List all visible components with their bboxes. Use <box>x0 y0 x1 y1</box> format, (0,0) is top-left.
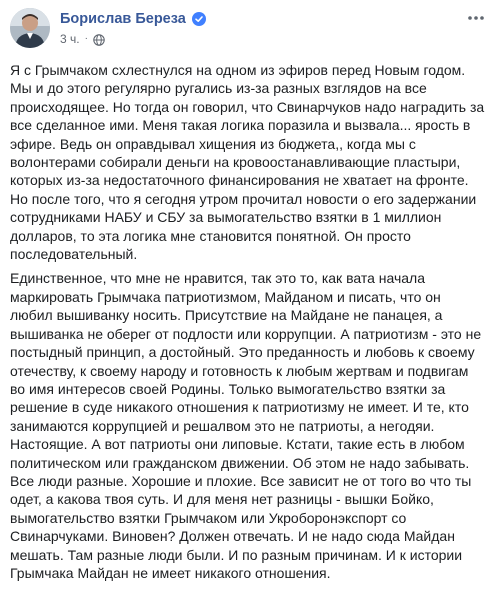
text-line: отечеству, к своему народу и готовность к любым жертвам и подвигам <box>10 362 469 379</box>
text-line: постыдный принцип, а достойный. Это преданность и любовь к своему <box>10 344 475 361</box>
text-line: Настоящие. А вот патриоты они липовые. Кстати, такие есть в любом <box>10 436 465 453</box>
text-line: Но после того, что я сегодня утром прочитал новости о его задержании <box>10 190 477 207</box>
author-row <box>60 10 206 28</box>
more-options-button[interactable] <box>464 8 488 28</box>
text-line: Все люди разные. Хорошие и плохие. Все зависит не от того во что ты <box>10 472 472 489</box>
text-line: во имя интересов своей Родины. Только вымогательство взятки за <box>10 380 446 397</box>
text-line: волонтерами собирали деньги на кровоостанавливающие пластыри, <box>10 154 461 171</box>
text-line: любил вышиванку носить. Присутствие на Майдане не панацея, а <box>10 307 443 324</box>
text-line: Мы и до этого регулярно ругались из-за разных взглядов на все <box>10 80 427 97</box>
post-paragraph-1 <box>10 61 492 263</box>
text-line: мешать. Там разные люди были. И по разным причинам. И к истории <box>10 546 463 563</box>
author-name-link[interactable]: Борислав Береза <box>60 11 186 27</box>
user-avatar-icon <box>10 8 50 48</box>
text-line: Единственное, что мне не нравится, так это то, как вата начала <box>10 270 426 287</box>
meta-separator: · <box>84 33 88 44</box>
text-line: политическом или гражданском движении. Об этом не надо забывать. <box>10 454 470 471</box>
text-line: Я с Грымчаком схлестнулся на одном из эфиров перед Новым годом. <box>10 62 466 78</box>
text-line: последовательный. <box>10 246 138 263</box>
text-line: долларов, то эта логика мне становится понятной. Он просто <box>10 227 411 244</box>
more-options-icon <box>468 16 484 20</box>
text-line: эфире. Ведь он оправдывал хищения из бюджета,, когда мы с <box>10 135 416 152</box>
text-line: занимаются коррупцией и решалвом это не патриоты, а негодяи. <box>10 417 435 434</box>
globe-icon[interactable] <box>93 33 105 45</box>
text-line: которых из-за недостаточного финансирования не хватает на фронте. <box>10 172 469 189</box>
verified-badge-icon <box>192 12 206 26</box>
text-line: решение в суде никакого отношения к патриотизму не имеет. И те, кто <box>10 399 469 416</box>
post-meta <box>60 32 105 46</box>
text-line: сотрудниками НАБУ и СБУ за вымогательство взятки в 1 миллион <box>10 209 442 226</box>
post-header <box>10 8 490 58</box>
text-line: одет, а какова твоя суть. И для меня нет разницы - вышки Бойко, <box>10 491 434 508</box>
text-line: все сделанное ими. Меня такая логика поразила и вызвала... ярость в <box>10 117 471 134</box>
text-line: вышиванка не оберег от подлости или коррупции. А патриотизм - это не <box>10 325 482 342</box>
post-timestamp-link[interactable]: 3 ч. <box>60 32 80 46</box>
post-paragraph-2 <box>10 269 492 582</box>
author-avatar[interactable] <box>10 8 50 48</box>
text-line: Свинарчуками. Виновен? Должен отвечать. И не надо сюда Майдан <box>10 528 455 545</box>
post-body <box>10 61 492 582</box>
text-line: маркировать Грымчака патриотизмом, Майданом и писать, что он <box>10 288 441 305</box>
text-line: Грымчака Майдан не имеет никакого отношения. <box>10 564 331 581</box>
text-line: вымогательство взятки Грымчаком или Укроборонэкспорт со <box>10 509 407 526</box>
text-line: происходящее. Но тогда он говорил, что Свинарчуков надо наградить за <box>10 98 485 115</box>
